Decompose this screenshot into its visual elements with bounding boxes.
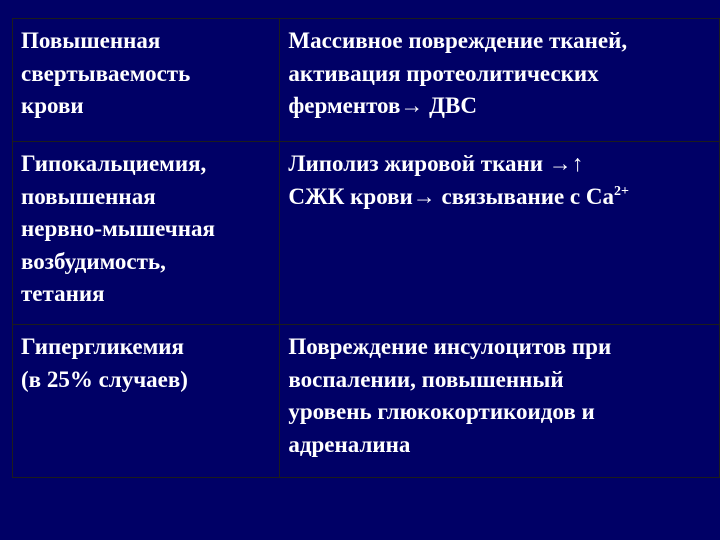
cell-text-line: повышенная: [21, 183, 156, 209]
table-cell-mechanism: [280, 19, 720, 142]
cell-text-line: нервно-мышечная: [21, 216, 215, 241]
table-cell-condition: [13, 142, 280, 325]
cell-text-line: крови: [21, 93, 84, 118]
table-row: [13, 19, 720, 142]
cell-text-line: Липолиз жировой ткани →↑: [288, 151, 584, 176]
cell-text-line: [288, 181, 713, 214]
cell-text-line: тетания: [21, 281, 105, 306]
cell-text-line: Массивное повреждение тканей,: [288, 28, 628, 53]
cell-text-line: возбудимость,: [21, 248, 166, 274]
calcium-charge-superscript: 2+: [613, 183, 629, 199]
table-row: [13, 325, 720, 478]
cell-text-line: (в 25% случаев): [21, 366, 188, 392]
cell-text-line: Гипергликемия: [21, 334, 184, 359]
info-table: [12, 18, 720, 478]
cell-text-main: СЖК крови→ связывание с Са: [288, 183, 614, 209]
cell-text-line: воспалении, повышенный: [288, 366, 564, 392]
table-row: [13, 142, 720, 325]
cell-text-line: свертываемость: [21, 60, 191, 86]
table-cell-condition: [13, 325, 280, 478]
cell-text-line: адреналина: [288, 431, 411, 457]
cell-text-line: активация протеолитических: [288, 60, 599, 86]
cell-text-line: уровень глюкокортикоидов и: [288, 399, 595, 424]
cell-text-line: ферментов→ ДВС: [288, 93, 477, 118]
table-cell-mechanism: [280, 325, 720, 478]
table-cell-condition: [13, 19, 280, 142]
table-cell-mechanism: [280, 142, 720, 325]
cell-text-line: Повышенная: [21, 28, 161, 53]
cell-text-line: Повреждение инсулоцитов при: [288, 334, 612, 359]
cell-text-line: Гипокальциемия,: [21, 151, 207, 176]
